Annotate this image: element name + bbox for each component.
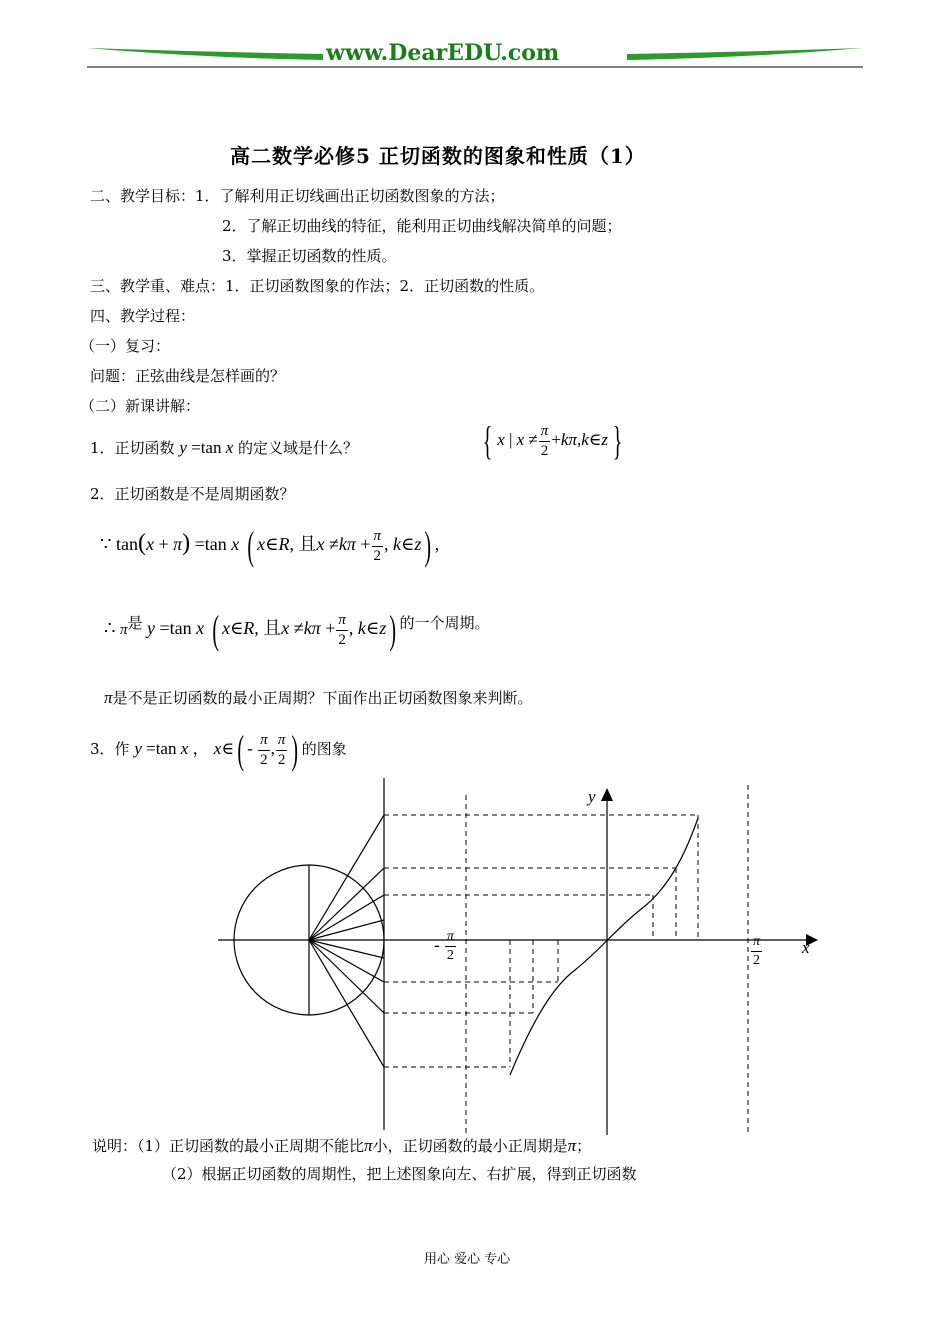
footer-text: 用心 爱心 专心: [424, 1252, 511, 1267]
two-den-left: 2: [446, 948, 454, 963]
page-title: 高二数学必修5 正切函数的图象和性质（1）: [230, 144, 646, 168]
note-1: [92, 1136, 591, 1156]
process-heading: 四、教学过程：: [90, 307, 196, 325]
min-period-text: 是不是正切函数的最小正周期？下面作出正切函数图象来判断。: [112, 689, 533, 707]
review-heading: （一）复习：: [80, 337, 171, 355]
q3-formula: y =tan x ， x∈( - $\frac{\pi}{2}$ , $\frac{\pi}{2}$ ): [134, 727, 299, 772]
note-pi-2: π: [567, 1136, 577, 1155]
note-pi-1: π: [364, 1136, 373, 1155]
y-axis-label: y: [588, 787, 596, 806]
note-2: （2）根据正切函数的周期性，把上述图象向左、右扩展，得到正切函数: [162, 1165, 637, 1183]
period-after: 的一个周期。: [399, 614, 490, 633]
period-statement: ∴ $\pi^是$ y =tan x ( x∈R, 且x ≠kπ + $\frac{\pi}{2}$ , k∈z) $^{的一个周期。}$: [104, 607, 490, 652]
q3-text-b: 的图象: [301, 739, 347, 758]
pi-symbol: π: [104, 688, 113, 707]
goal-item-3: 3．掌握正切函数的性质。: [222, 247, 397, 265]
two-den-right: 2: [753, 953, 760, 968]
q1-formula: y =tan x: [179, 438, 234, 457]
q3-text-a: 3．作: [90, 739, 135, 758]
period-is: 是: [127, 614, 143, 633]
pi-over-2-label: [750, 935, 763, 968]
question-2: 2．正切函数是不是周期函数？: [90, 485, 295, 503]
site-name[interactable]: www.DearEDU.com: [326, 40, 560, 66]
minus-sign: -: [434, 935, 440, 955]
q1-text-b: 的定义域是什么？: [233, 439, 359, 457]
note-1-a: 说明：（1）正切函数的最小正周期不能比: [92, 1137, 365, 1155]
note-1-c: ；: [576, 1137, 592, 1155]
goal-item-2: 2．了解正切曲线的特征，能利用正切曲线解决简单的问题；: [222, 217, 622, 235]
neg-pi-over-2-label: [434, 930, 457, 963]
pi-num-left: π: [445, 930, 456, 947]
tangent-curve: [510, 818, 698, 1075]
note-1-b: 小，正切函数的最小正周期是: [372, 1137, 568, 1155]
domain-set: { x | x ≠ $\frac{\pi}{2}$ +kπ,k∈z }: [482, 418, 623, 463]
goal-item-1: 1．了解利用正切线画出正切函数图象的方法；: [195, 187, 505, 205]
pi-num-right: π: [751, 935, 762, 952]
new-lesson-heading: （二）新课讲解：: [80, 397, 201, 415]
periodicity-formula: ∵ tan(x + π) =tan x ( x∈R, 且x ≠kπ + $\frac{\pi}{2}$ , k∈z) ,: [100, 523, 440, 568]
x-axis-label: x: [802, 938, 810, 957]
key-points: 三、教学重、难点：1．正切函数图象的作法；2．正切函数的性质。: [90, 277, 545, 295]
q1-text-a: 1．正切函数: [90, 439, 180, 457]
goals-label: 二、教学目标：: [90, 187, 196, 205]
review-question: 问题：正弦曲线是怎样画的？: [90, 367, 286, 385]
